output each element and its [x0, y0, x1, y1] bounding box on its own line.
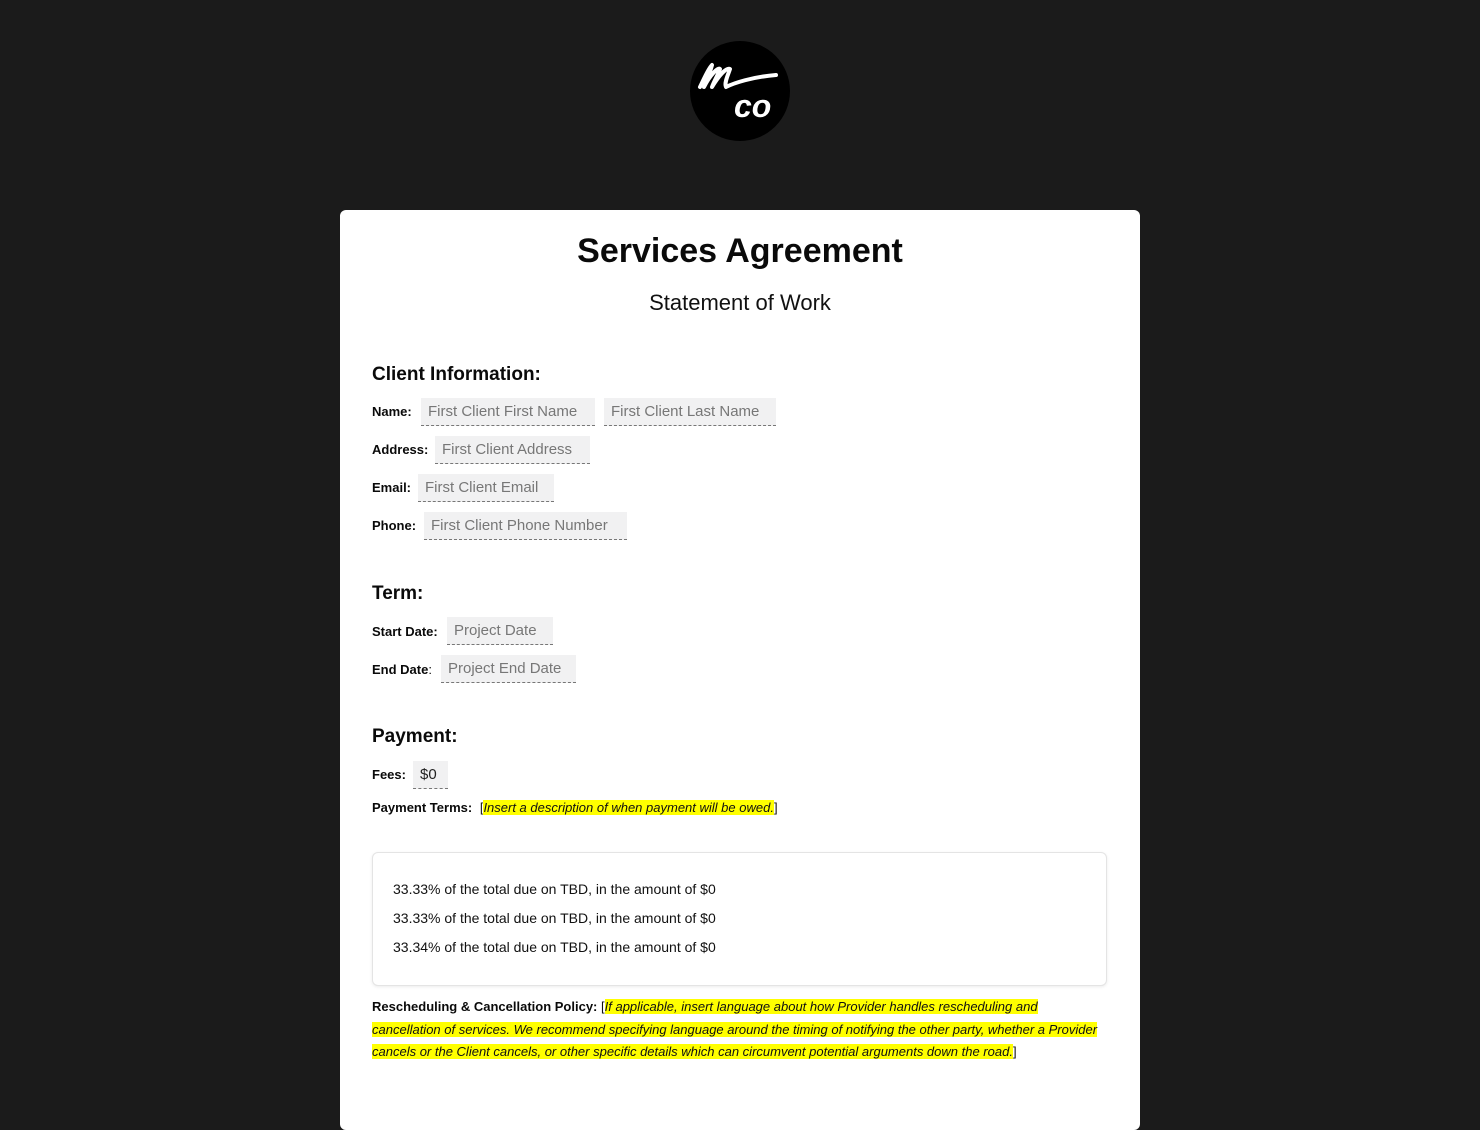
start-date-label: Start Date: — [372, 624, 438, 639]
mco-logo-icon — [690, 41, 790, 141]
policy-bracket-close: ] — [1012, 1044, 1017, 1059]
fees-field[interactable]: $0 — [413, 761, 448, 789]
first-name-field[interactable]: First Client First Name — [421, 398, 595, 426]
fees-label: Fees: — [372, 767, 406, 782]
payment-terms-bracket-close: ] — [773, 800, 778, 815]
mco-logo — [690, 41, 790, 141]
payment-terms-label: Payment Terms: — [372, 800, 473, 815]
phone-label: Phone: — [372, 518, 417, 533]
payment-heading: Payment: — [372, 726, 458, 747]
phone-field[interactable]: First Client Phone Number — [424, 512, 627, 540]
document-subtitle: Statement of Work — [649, 290, 831, 315]
policy-bracket-open: [ — [601, 999, 605, 1014]
payment-schedule — [372, 852, 1107, 986]
payment-schedule-row: 33.33% of the total due on TBD, in the amount of $0 — [393, 910, 716, 926]
policy-text: If applicable, insert language about how Provider handles rescheduling and cancellation of services. We recommend specifying language around the timing of notifying the other party, whether a Provider cancels or the Client cancels, or other specific details which can circumvent potential arguments down the road. — [372, 999, 1098, 1059]
end-date-label — [372, 662, 432, 677]
client-info-heading: Client Information: — [372, 364, 541, 385]
svg-text:co: co — [734, 88, 772, 124]
payment-terms-bracket-open: [ — [479, 800, 484, 815]
email-field[interactable]: First Client Email — [418, 474, 554, 502]
end-date-field[interactable]: Project End Date — [441, 655, 576, 683]
address-label: Address: — [372, 442, 429, 457]
address-field[interactable]: First Client Address — [435, 436, 590, 464]
email-label: Email: — [372, 480, 412, 495]
end-date-colon: : — [428, 662, 432, 677]
payment-terms-line — [372, 800, 778, 815]
name-label: Name: — [372, 404, 412, 419]
payment-schedule-row: 33.33% of the total due on TBD, in the amount of $0 — [393, 881, 716, 897]
end-date-label-text: End Date — [372, 662, 429, 677]
document-title: Services Agreement — [577, 232, 903, 270]
payment-terms-text: Insert a description of when payment will be owed. — [483, 800, 774, 815]
policy-label: Rescheduling & Cancellation Policy: — [372, 999, 598, 1014]
term-heading: Term: — [372, 583, 424, 604]
cancellation-policy — [372, 996, 1102, 1064]
start-date-field[interactable]: Project Date — [447, 617, 553, 645]
last-name-field[interactable]: First Client Last Name — [604, 398, 776, 426]
payment-schedule-row: 33.34% of the total due on TBD, in the amount of $0 — [393, 939, 716, 955]
